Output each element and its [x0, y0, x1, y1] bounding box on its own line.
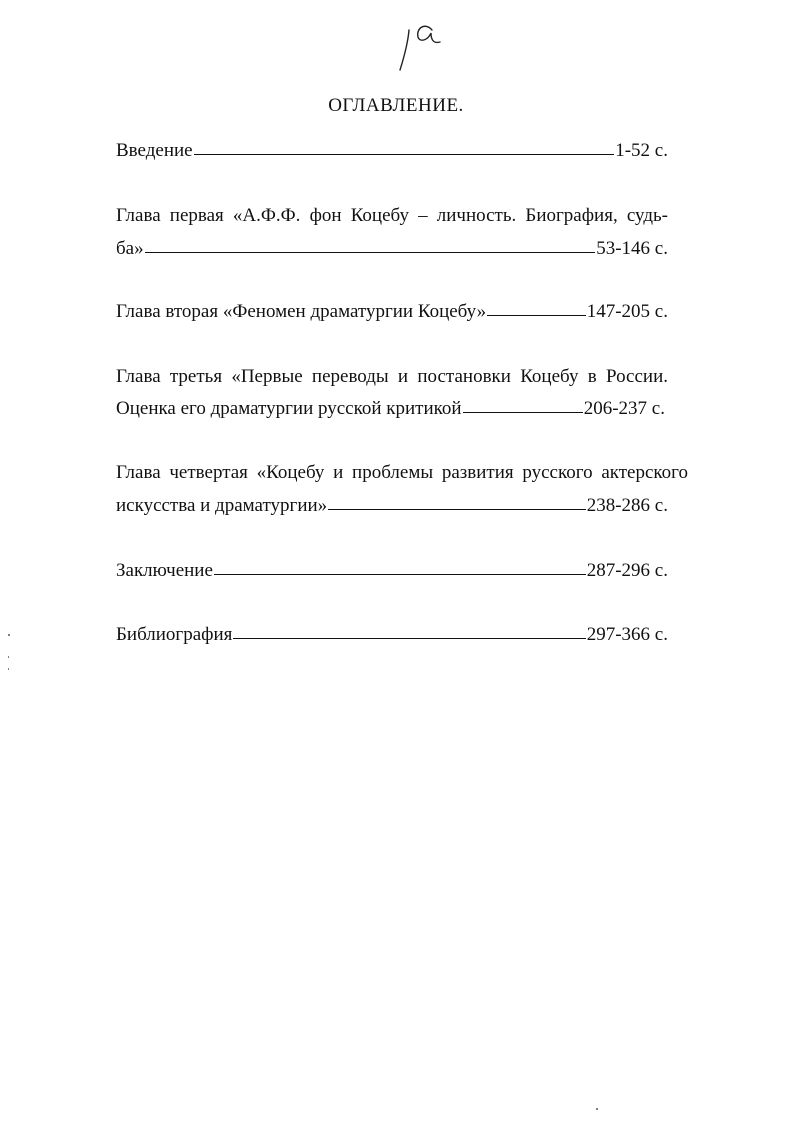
toc-entry-introduction — [116, 139, 668, 163]
toc-entry-chapter-1-line-1: Глава первая «А.Ф.Ф. фон Коцебу – личность. Биография, судь- — [116, 205, 668, 226]
toc-entry-chapter-2 — [116, 300, 668, 324]
scan-speck — [8, 668, 9, 670]
toc-entry-pages: 297-366 с. — [586, 624, 668, 645]
toc-entry-label: ба» — [116, 238, 144, 259]
toc-entry-chapter-4 — [116, 494, 668, 518]
toc-entry-chapter-3 — [116, 397, 665, 421]
toc-entry-label: Заключение — [116, 560, 213, 581]
leader-line — [214, 574, 586, 575]
leader-line — [328, 509, 586, 510]
toc-entry-label: Глава вторая «Феномен драматургии Коцебу» — [116, 301, 487, 322]
toc-entry-bibliography — [116, 623, 668, 647]
toc-entry-pages: 287-296 с. — [586, 560, 668, 581]
leader-line — [233, 638, 585, 639]
scan-speck — [8, 634, 10, 636]
toc-entry-pages: 53-146 с. — [596, 238, 668, 259]
toc-entry-chapter-4-line-1: Глава четвертая «Коцебу и проблемы развития русского актерского — [116, 462, 688, 483]
toc-entry-chapter-3-line-1: Глава третья «Первые переводы и постановки Коцебу в России. — [116, 366, 668, 387]
toc-entry-pages: 1-52 с. — [615, 140, 668, 161]
handwritten-page-number — [394, 18, 446, 74]
leader-line — [463, 412, 583, 413]
toc-entry-pages: 206-237 с. — [583, 398, 665, 419]
scan-speck — [596, 1108, 598, 1110]
toc-entry-label: Библиография — [116, 624, 233, 645]
toc-entry-pages: 238-286 с. — [586, 495, 668, 516]
toc-entry-conclusion — [116, 559, 668, 583]
toc-title: ОГЛАВЛЕНИЕ. — [328, 95, 464, 116]
leader-line — [487, 315, 586, 316]
leader-line — [145, 252, 596, 253]
toc-entry-label: искусства и драматургии» — [116, 495, 328, 516]
scan-speck — [8, 656, 9, 658]
toc-entry-chapter-1 — [116, 237, 668, 261]
toc-entry-pages: 147-205 с. — [586, 301, 668, 322]
toc-entry-label: Оценка его драматургии русской критикой — [116, 398, 462, 419]
toc-entry-label: Введение — [116, 140, 193, 161]
leader-line — [194, 154, 615, 155]
